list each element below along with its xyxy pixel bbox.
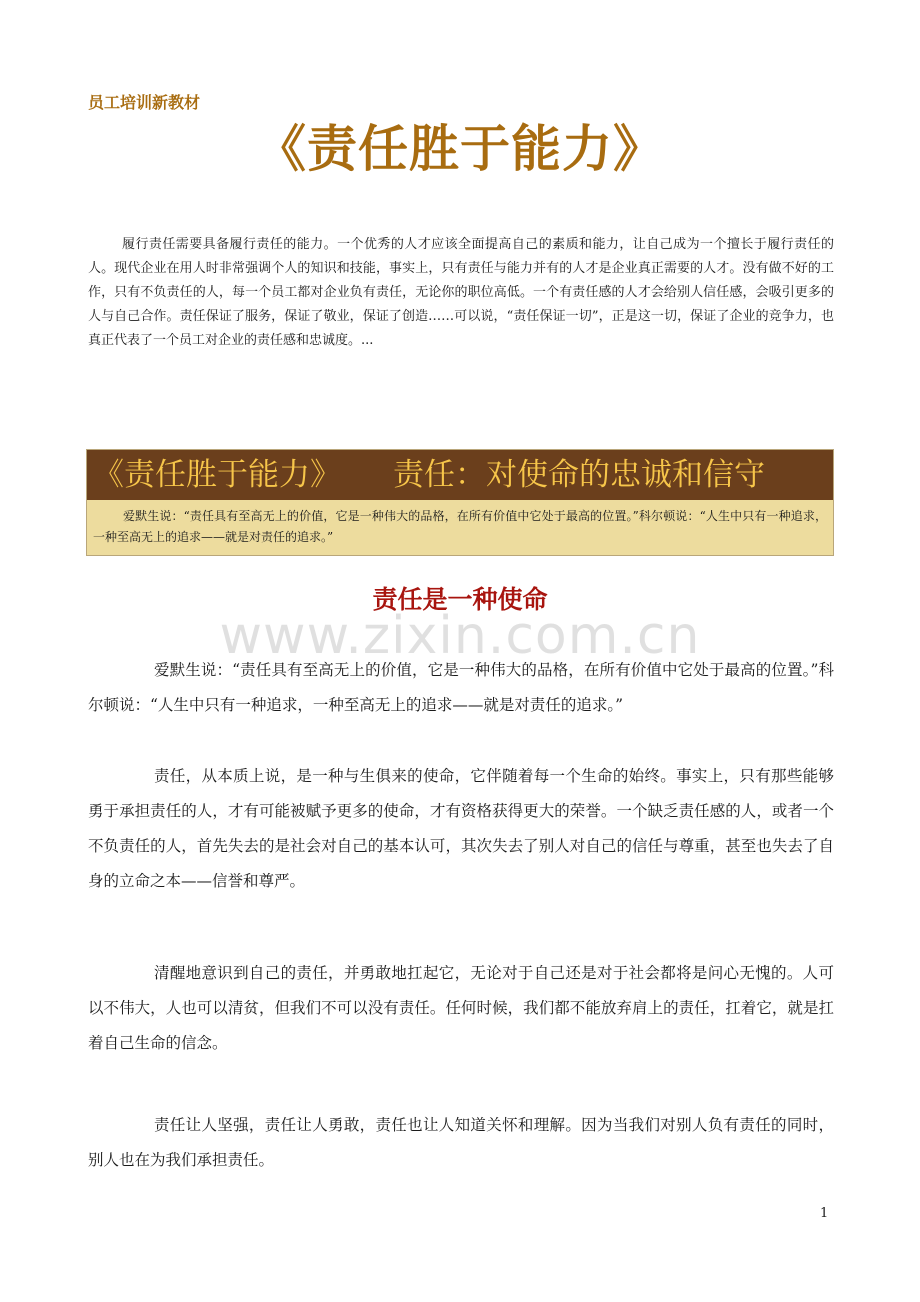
banner-quote: 爱默生说：“责任具有至高无上的价值，它是一种伟大的品格，在所有价值中它处于最高的位置。”科尔顿说：“人生中只有一种追求，一种至高无上的追求——就是对责任的追求。”: [87, 500, 833, 555]
document-label: 员工培训新教材: [88, 93, 201, 112]
body-paragraph: 责任让人坚强，责任让人勇敢，责任也让人知道关怀和理解。因为当我们对别人负有责任的同时，别人也在为我们承担责任。: [88, 1116, 834, 1169]
intro-paragraph: 履行责任需要具备履行责任的能力。一个优秀的人才应该全面提高自己的素质和能力，让自己成为一个擅长于履行责任的人。现代企业在用人时非常强调个人的知识和技能，事实上，只有责任与能力并有的人才是企业真正需要的人才。没有做不好的工作，只有不负责任的人，每一个员工都对企业负有责任，无论你的职位高低。一个有责任感的人才会给别人信任感，会吸引更多的人与自己合作。责任保证了服务，保证了敬业，保证了创造……可以说，“责任保证一切”，正是这一切，保证了企业的竞争力，也真正代表了一个员工对企业的责任感和忠诚度。...: [88, 237, 834, 348]
banner-heading: [87, 450, 833, 500]
body-paragraph: 清醒地意识到自己的责任，并勇敢地扛起它，无论对于自己还是对于社会都将是问心无愧的。人可以不伟大，人也可以清贫，但我们不可以没有责任。任何时候，我们都不能放弃肩上的责任，扛着它，就是扛着自己生命的信念。: [88, 964, 834, 1052]
body-paragraph: 责任，从本质上说，是一种与生俱来的使命，它伴随着每一个生命的始终。事实上，只有那些能够勇于承担责任的人，才有可能被赋予更多的使命，才有资格获得更大的荣誉。一个缺乏责任感的人，或者一个不负责任的人，首先失去的是社会对自己的基本认可，其次失去了别人对自己的信任与尊重，甚至也失去了自身的立命之本——信誉和尊严。: [88, 767, 834, 890]
body-paragraph: 爱默生说：“责任具有至高无上的价值，它是一种伟大的品格，在所有价值中它处于最高的位置。”科尔顿说：“人生中只有一种追求，一种至高无上的追求——就是对责任的追求。”: [88, 661, 834, 714]
page-number: 1: [820, 1206, 829, 1221]
section-title: 责任是一种使命: [372, 585, 548, 614]
watermark: www.zixin.com.cn: [219, 606, 701, 666]
chapter-banner: [86, 449, 834, 556]
document-title: 《责任胜于能力》: [256, 120, 664, 178]
banner-book-title: 《责任胜于能力》: [93, 457, 341, 493]
banner-chapter-title: 责任：对使命的忠诚和信守: [393, 457, 765, 493]
